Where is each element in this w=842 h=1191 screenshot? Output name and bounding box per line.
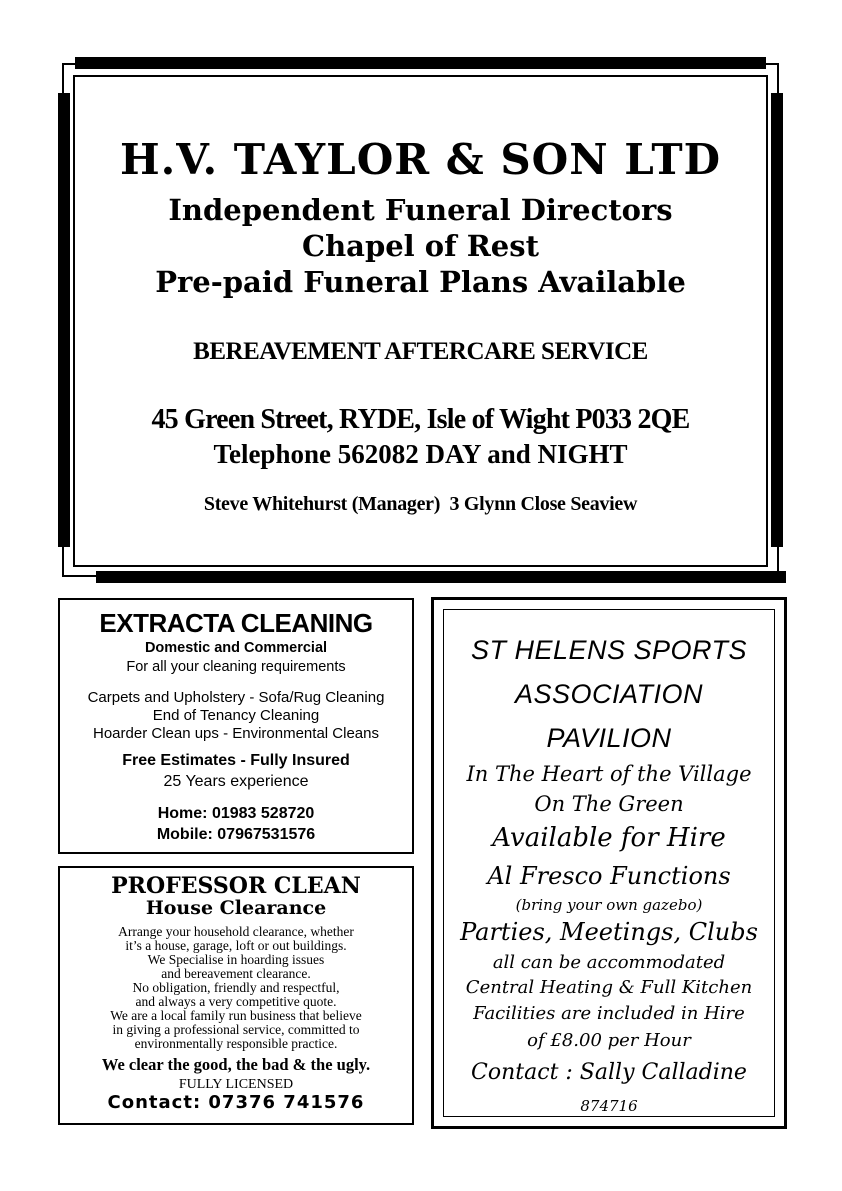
tagline-directors: Independent Funeral Directors (168, 193, 673, 227)
frame-corner-tl-h (62, 63, 76, 65)
professor-subtitle: House Clearance (145, 897, 327, 919)
st-helens-functions: Al Fresco Functions (487, 862, 731, 890)
professor-contact: Contact: 07376 741576 (107, 1092, 365, 1113)
bereavement-service: BEREAVEMENT AFTERCARE SERVICE (193, 338, 648, 365)
mobile-number: 07967531576 (217, 826, 316, 843)
st-helens-accommodated: all can be accommodated (492, 952, 726, 973)
address: 45 Green Street, RYDE, Isle of Wight P033 2QE (151, 404, 690, 435)
professor-body-line: We are a local family run business that believe (110, 1008, 362, 1023)
professor-body-line: Arrange your household clearance, whether (118, 924, 354, 939)
extracta-service: Hoarder Clean ups - Environmental Cleans (93, 725, 379, 742)
st-helens-facilities-1: Central Heating & Full Kitchen (465, 977, 753, 998)
frame-corner-tr (777, 63, 779, 93)
professor-body-line: in giving a professional service, committed to (112, 1022, 360, 1037)
taylor-advert (58, 57, 783, 583)
home-label: Home: (157, 805, 208, 822)
professor-slogan: We clear the good, the bad & the ugly. (101, 1055, 371, 1074)
company-name: H.V. TAYLOR & SON LTD (119, 135, 722, 184)
extracta-estimates: Free Estimates - Fully Insured (122, 752, 350, 769)
tagline-plans: Pre-paid Funeral Plans Available (155, 265, 686, 299)
frame-corner-tl (62, 63, 64, 93)
st-helens-contact: Contact : Sally Calladine (471, 1060, 747, 1085)
professor-body-line: No obligation, friendly and respectful, (132, 980, 340, 995)
frame-corner-bl-h (62, 575, 96, 577)
st-helens-title-3: PAVILION (546, 723, 672, 753)
st-helens-phone: 874716 (580, 1097, 638, 1115)
extracta-mobile-phone (60, 826, 412, 844)
telephone: Telephone 562082 DAY and NIGHT (213, 439, 628, 469)
extracta-experience: 25 Years experience (163, 773, 309, 790)
professor-body-line: and always a very competitive quote. (135, 994, 337, 1009)
professor-body-line: We Specialise in hoarding issues (147, 952, 325, 967)
frame-top-bar (75, 57, 766, 69)
st-helens-title-1: ST HELENS SPORTS (470, 635, 748, 665)
professor-body-line: environmentally responsible practice. (134, 1036, 338, 1051)
extracta-advert (58, 598, 414, 854)
professor-body-line: and bereavement clearance. (161, 966, 311, 981)
st-helens-title-2: ASSOCIATION (514, 679, 704, 709)
st-helens-facilities-2: Facilities are included in Hire (473, 1003, 745, 1024)
frame-corner-tr-h (764, 63, 778, 65)
extracta-title: EXTRACTA CLEANING (99, 608, 373, 638)
st-helens-gazebo: (bring your own gazebo) (515, 896, 703, 914)
st-helens-advert (431, 597, 787, 1129)
extracta-service: End of Tenancy Cleaning (152, 707, 320, 724)
st-helens-events: Parties, Meetings, Clubs (460, 918, 758, 946)
professor-title: PROFESSOR CLEAN (111, 873, 361, 899)
st-helens-green: On The Green (534, 792, 684, 816)
manager-contact: Steve Whitehurst (Manager) 3 Glynn Close Seaview (203, 493, 638, 515)
mobile-label: Mobile: (156, 826, 213, 843)
extracta-subtitle: Domestic and Commercial (144, 640, 328, 656)
frame-corner-br-h (764, 575, 778, 577)
home-number: 01983 528720 (211, 805, 315, 822)
st-helens-heart: In The Heart of the Village (466, 762, 752, 786)
st-helens-hire: Available for Hire (492, 823, 726, 853)
frame-corner-bl (62, 547, 64, 577)
frame-corner-br (777, 547, 779, 577)
extracta-service: Carpets and Upholstery - Sofa/Rug Cleaning (87, 689, 385, 706)
extracta-tagline: For all your cleaning requirements (126, 659, 346, 675)
extracta-home-phone (60, 805, 412, 823)
professor-clean-advert (58, 866, 414, 1125)
professor-licensed: FULLY LICENSED (178, 1077, 294, 1092)
professor-body-line: it’s a house, garage, loft or out buildings. (125, 938, 347, 953)
tagline-chapel: Chapel of Rest (302, 229, 539, 263)
frame-bottom-bar (96, 571, 786, 583)
st-helens-price: of £8.00 per Hour (527, 1030, 691, 1051)
